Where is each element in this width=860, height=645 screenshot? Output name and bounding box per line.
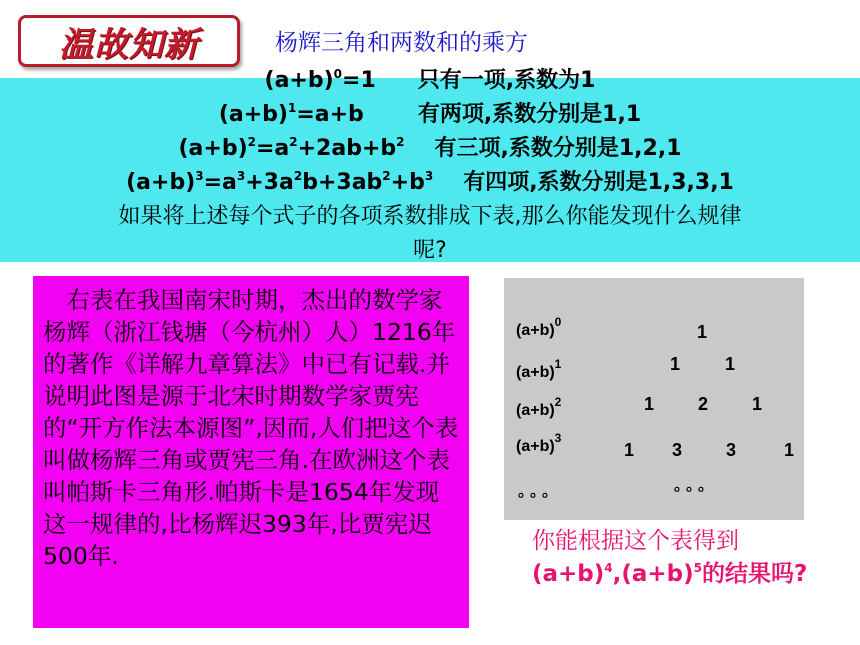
triangle-coeff: 3 xyxy=(672,440,683,460)
formula-note-1: 有两项,系数分别是1,1 xyxy=(417,102,642,127)
triangle-coeff: 2 xyxy=(698,394,709,414)
question-text xyxy=(532,525,807,591)
formula-row-0 xyxy=(0,64,860,98)
triangle-coeff: 1 xyxy=(624,440,635,460)
formula-note-0: 只有一项,系数为1 xyxy=(417,68,596,93)
intro-line-2: 呢? xyxy=(413,238,447,263)
triangle-row-label-3: $(a+b)^3$ xyxy=(516,431,562,455)
triangle-coeff: 3 xyxy=(726,440,737,460)
history-text: 右表在我国南宋时期，杰出的数学家杨辉（浙江钱塘（今杭州）人）1216年的著作《详解九章算法》中已有记载.并说明此图是源于北宋时期数学家贾宪的“开方作法本源图”,因而,人们把这个表叫做杨辉三角或贾宪三角.在欧洲这个表叫帕斯卡三角形.帕斯卡是1654年发现这一规律的,比杨辉迟393年,比贾宪迟500年. xyxy=(43,286,459,570)
formula-note-3: 有四项,系数分别是1,3,3,1 xyxy=(463,170,734,195)
yanghui-triangle-box xyxy=(504,278,804,520)
banner-text: 温故知新 xyxy=(59,24,199,65)
triangle-row-label-2: $(a+b)^2$ xyxy=(516,395,562,419)
formula-note-2: 有三项,系数分别是1,2,1 xyxy=(434,136,682,161)
history-box xyxy=(33,276,469,628)
triangle-coeff: 1 xyxy=(752,394,763,414)
triangle-dots-left: 。。。 xyxy=(518,483,563,500)
formula-expr-1: $(a+b)^1=a+b$ xyxy=(218,101,364,127)
question-line-2: $(a+b)^4,(a+b)^5$的结果吗? xyxy=(532,561,808,587)
intro-line-1: 如果将上述每个式子的各项系数排成下表,那么你能发现什么规律 xyxy=(118,204,742,229)
triangle-row-label-1: $(a+b)^1$ xyxy=(516,357,562,381)
formula-expr-3: $(a+b)^3=a^3+3a^2b+3ab^2+b^3$ xyxy=(126,169,434,195)
triangle-coeff: 1 xyxy=(697,322,708,342)
triangle-coeff: 1 xyxy=(784,440,795,460)
triangle-dots-right: 。。。 xyxy=(674,477,719,494)
triangle-coeff: 1 xyxy=(670,354,681,374)
formula-row-3 xyxy=(0,166,860,200)
triangle-row-label-0: $(a+b)^0$ xyxy=(516,315,562,339)
formula-block xyxy=(0,64,860,268)
page-title: 杨辉三角和两数和的乘方 xyxy=(275,30,528,56)
review-banner xyxy=(18,15,240,67)
formula-expr-0: $(a+b)^0=1$ xyxy=(264,67,376,93)
formula-expr-2: $(a+b)^2=a^2+2ab+b^2$ xyxy=(178,135,405,161)
triangle-coeff: 1 xyxy=(644,394,655,414)
triangle-coeff: 1 xyxy=(725,354,736,374)
question-line-1: 你能根据这个表得到 xyxy=(532,528,739,554)
formula-row-2 xyxy=(0,132,860,166)
formula-row-1 xyxy=(0,98,860,132)
